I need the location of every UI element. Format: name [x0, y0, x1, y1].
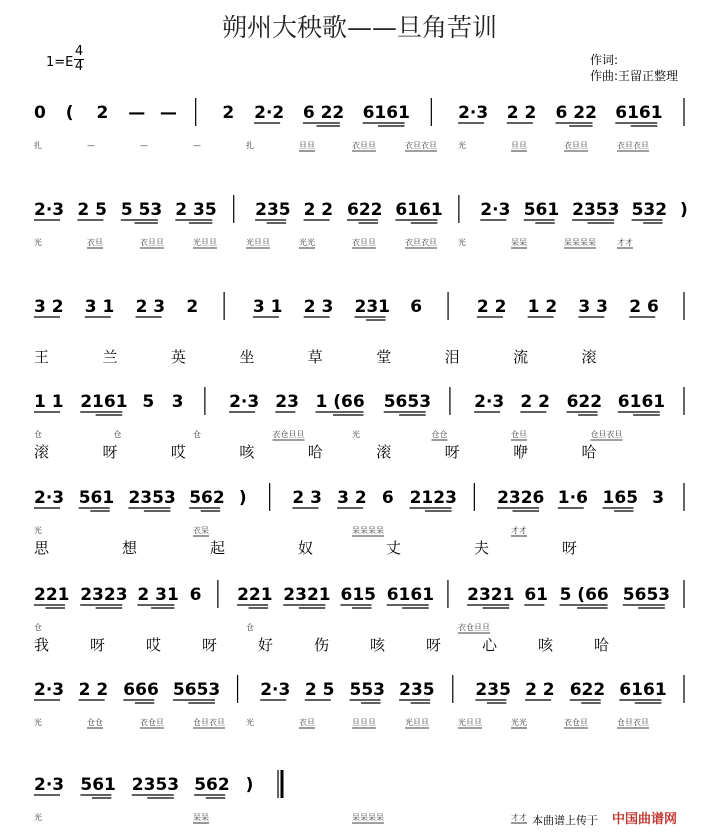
- notation-token: 2·2: [254, 103, 285, 123]
- notation-token: 2353: [131, 775, 180, 795]
- percussion-syllable: 旦旦: [511, 141, 527, 150]
- percussion-syllable: 光旦旦: [458, 718, 482, 727]
- percussion-syllable: 衣仓旦: [564, 718, 588, 727]
- percussion-syllable: 衣仓旦旦: [458, 623, 490, 632]
- percussion-syllable: 光: [34, 238, 42, 247]
- percussion-syllable: 光: [34, 526, 42, 535]
- percussion-syllable: 才才: [511, 526, 527, 535]
- lyric-syllable: 心: [482, 636, 498, 654]
- notation-token: 3: [171, 392, 184, 412]
- notation-token: 6161: [386, 585, 435, 605]
- lyric-syllable: 呀: [202, 636, 218, 654]
- notation-token: 2161: [80, 392, 128, 412]
- lyric-syllable: 好: [258, 636, 274, 654]
- lyric-syllable: 呀: [102, 443, 118, 461]
- notation-token: 231: [354, 297, 390, 317]
- notation-token: 2: [222, 103, 235, 123]
- notation-token: 0: [34, 103, 46, 123]
- percussion-syllable: 仓仓: [87, 718, 103, 727]
- percussion-syllable: 衣旦旦: [352, 238, 376, 247]
- lyric-syllable: 草: [307, 348, 323, 366]
- notation-token: 561: [523, 200, 560, 220]
- notation-token: 2323: [80, 585, 128, 605]
- percussion-syllable: 光: [458, 238, 466, 247]
- lyric-syllable: 哈: [307, 443, 323, 461]
- notation-token: 2: [186, 297, 199, 317]
- notation-token: 5653: [383, 392, 432, 412]
- time-signature-top: 4: [74, 44, 84, 59]
- lyricist-credit: 作词:: [590, 53, 619, 67]
- percussion-syllable: 衣旦: [299, 718, 315, 727]
- percussion-syllable: 光旦旦: [405, 718, 429, 727]
- notation-token: 3 2: [337, 488, 367, 508]
- notation-token: 2 5: [304, 680, 335, 700]
- notation-token: —: [128, 103, 146, 123]
- percussion-syllable: 呆呆: [511, 238, 527, 247]
- notation-token: 2353: [128, 488, 176, 508]
- notation-token: 561: [80, 775, 116, 795]
- percussion-syllable: 光: [246, 718, 254, 727]
- notation-token: 2: [96, 103, 109, 123]
- notation-token: 2·3: [480, 200, 511, 220]
- notation-token: 2 5: [77, 200, 108, 220]
- notation-token: 6: [410, 297, 423, 317]
- key-signature: 1=E: [46, 55, 74, 70]
- lyric-syllable: 哎: [146, 636, 162, 654]
- lyric-syllable: 咳: [370, 636, 386, 654]
- percussion-syllable: 仓旦衣旦: [193, 718, 225, 727]
- notation-token: 6 22: [555, 103, 597, 123]
- notation-token: 622: [569, 680, 606, 700]
- notation-token: 3: [652, 488, 665, 508]
- notation-token: 2 2: [525, 680, 555, 700]
- notation-token: 2·3: [229, 392, 260, 412]
- page-title: 朔州大秧歌——旦角苦训: [221, 13, 497, 42]
- notation-token: 2 2: [303, 200, 334, 220]
- notation-token: ): [680, 200, 688, 220]
- notation-token: 6161: [362, 103, 410, 123]
- notation-token: 2·3: [474, 392, 505, 412]
- percussion-syllable: 才才: [617, 238, 633, 247]
- lyric-syllable: 咳: [538, 636, 554, 654]
- lyric-syllable: 流: [513, 348, 529, 366]
- notation-token: 1·6: [557, 488, 588, 508]
- notation-token: 1 1: [34, 392, 64, 412]
- lyric-syllable: 我: [34, 636, 50, 654]
- notation-token: 3 1: [252, 297, 283, 317]
- lyric-syllable: 兰: [102, 348, 118, 366]
- notation-token: 3 1: [84, 297, 115, 317]
- percussion-syllable: 光: [34, 718, 42, 727]
- percussion-syllable: 仓: [34, 430, 42, 439]
- composer-credit: 作曲:王留正整理: [590, 69, 679, 83]
- notation-token: 6161: [617, 392, 666, 412]
- notation-token: 221: [237, 585, 273, 605]
- percussion-syllable: 衣旦衣旦: [405, 141, 437, 150]
- percussion-syllable: 扎: [34, 141, 42, 150]
- percussion-syllable: 仓: [34, 623, 42, 632]
- lyric-syllable: 坐: [239, 348, 255, 366]
- notation-token: 561: [78, 488, 115, 508]
- percussion-syllable: 仓仓: [431, 430, 448, 439]
- percussion-syllable: 衣旦衣旦: [405, 238, 437, 247]
- upload-note: 本曲谱上传于: [532, 814, 598, 827]
- percussion-syllable: 衣旦旦: [140, 238, 164, 247]
- percussion-syllable: —: [87, 141, 95, 150]
- percussion-syllable: 呆呆呆呆: [352, 526, 384, 535]
- notation-token: 622: [347, 200, 383, 220]
- percussion-syllable: 光: [352, 430, 360, 439]
- notation-token: 532: [631, 200, 668, 220]
- notation-token: 221: [34, 585, 70, 605]
- percussion-syllable: 光: [458, 141, 466, 150]
- lyric-syllable: 伤: [314, 636, 330, 654]
- percussion-syllable: 光光: [511, 718, 527, 727]
- notation-token: 2·3: [34, 680, 65, 700]
- percussion-syllable: 仓: [113, 430, 122, 439]
- percussion-syllable: 旦旦旦: [352, 718, 376, 727]
- notation-token: 6161: [615, 103, 663, 123]
- percussion-syllable: 仓旦衣旦: [617, 718, 649, 727]
- notation-token: 5 53: [120, 200, 163, 220]
- percussion-syllable: 呆呆: [193, 813, 209, 822]
- notation-token: 2 3: [303, 297, 334, 317]
- lyric-syllable: 思: [34, 539, 50, 557]
- notation-token: 61: [524, 585, 549, 605]
- notation-token: 2·3: [34, 775, 65, 795]
- percussion-syllable: 光旦旦: [193, 238, 217, 247]
- percussion-syllable: 才才: [511, 813, 527, 822]
- notation-token: 5653: [622, 585, 671, 605]
- percussion-syllable: 衣呆: [193, 526, 209, 535]
- notation-token: 3 3: [578, 297, 609, 317]
- lyric-syllable: 哈: [594, 636, 610, 654]
- notation-token: 2 2: [520, 392, 550, 412]
- percussion-syllable: 呆呆呆呆: [564, 238, 596, 247]
- notation-token: 2321: [467, 585, 515, 605]
- notation-token: 2 31: [137, 585, 179, 605]
- notation-token: 3 2: [34, 297, 64, 317]
- notation-token: 1 2: [527, 297, 558, 317]
- notation-token: 2321: [283, 585, 331, 605]
- percussion-syllable: 衣旦旦: [564, 141, 588, 150]
- notation-token: 6161: [395, 200, 443, 220]
- notation-token: ): [238, 488, 247, 508]
- notation-token: 6 22: [302, 103, 345, 123]
- lyric-syllable: 呀: [562, 539, 578, 557]
- percussion-syllable: 光旦旦: [246, 238, 270, 247]
- notation-token: 2 3: [135, 297, 166, 317]
- notation-token: (: [65, 103, 74, 123]
- lyric-syllable: 丈: [386, 539, 402, 557]
- notation-token: 615: [340, 585, 376, 605]
- lyric-syllable: 哎: [170, 443, 186, 461]
- notation-token: 6161: [619, 680, 667, 700]
- notation-token: 23: [275, 392, 299, 412]
- percussion-syllable: 仓: [246, 623, 254, 632]
- notation-token: 2 2: [476, 297, 507, 317]
- percussion-syllable: 呆呆呆呆: [352, 813, 384, 822]
- lyric-syllable: 滚: [581, 348, 597, 366]
- lyric-syllable: 堂: [376, 348, 392, 366]
- notation-token: 666: [123, 680, 159, 700]
- percussion-syllable: 衣仓旦旦: [272, 430, 305, 439]
- lyric-syllable: 哈: [581, 443, 597, 461]
- notation-token: 6: [381, 488, 394, 508]
- lyric-syllable: 奴: [298, 539, 314, 557]
- notation-token: —: [159, 103, 177, 123]
- lyric-syllable: 咿: [513, 443, 529, 461]
- site-logo: 中国曲谱网: [612, 812, 678, 827]
- notation-token: 5: [142, 392, 155, 412]
- percussion-syllable: 衣旦: [87, 238, 103, 247]
- percussion-syllable: —: [140, 141, 148, 150]
- percussion-syllable: 旦旦: [299, 141, 315, 150]
- notation-token: 235: [255, 200, 291, 220]
- notation-token: 2 35: [175, 200, 217, 220]
- percussion-syllable: 光光: [299, 238, 315, 247]
- percussion-syllable: 扎: [246, 141, 254, 150]
- notation-token: 562: [194, 775, 230, 795]
- notation-token: 2 2: [78, 680, 109, 700]
- lyric-syllable: 滚: [34, 443, 50, 461]
- lyric-syllable: 呀: [444, 443, 460, 461]
- time-signature-bottom: 4: [74, 59, 84, 74]
- notation-token: 2 3: [292, 488, 322, 508]
- percussion-syllable: 仓旦衣旦: [590, 430, 623, 439]
- percussion-syllable: —: [193, 141, 201, 150]
- percussion-syllable: 光: [34, 813, 42, 822]
- lyric-syllable: 王: [34, 348, 50, 366]
- percussion-syllable: 仓: [193, 430, 201, 439]
- notation-token: 2 2: [506, 103, 537, 123]
- notation-token: 553: [349, 680, 385, 700]
- notation-token: 2·3: [260, 680, 291, 700]
- lyric-syllable: 呀: [90, 636, 106, 654]
- notation-token: 235: [399, 680, 435, 700]
- percussion-syllable: 衣旦衣旦: [617, 141, 649, 150]
- lyric-syllable: 泪: [444, 348, 460, 366]
- lyric-syllable: 夫: [474, 539, 490, 557]
- notation-token: 2·3: [34, 488, 65, 508]
- notation-token: 2·3: [458, 103, 489, 123]
- notation-token: 2·3: [34, 200, 65, 220]
- lyric-syllable: 想: [122, 539, 138, 557]
- notation-token: 2123: [409, 488, 457, 508]
- notation-token: 5 (66: [559, 585, 609, 605]
- lyric-syllable: 咳: [239, 443, 255, 461]
- notation-token: 235: [475, 680, 511, 700]
- lyric-syllable: 滚: [376, 443, 392, 461]
- percussion-syllable: 仓旦: [511, 430, 527, 439]
- lyric-syllable: 起: [210, 539, 226, 557]
- notation-token: 562: [189, 488, 225, 508]
- notation-token: 2326: [497, 488, 545, 508]
- notation-token: 5653: [172, 680, 221, 700]
- notation-token: 6: [189, 585, 202, 605]
- lyric-syllable: 呀: [426, 636, 442, 654]
- notation-token: 2 6: [629, 297, 659, 317]
- notation-token: 165: [602, 488, 639, 508]
- lyric-syllable: 英: [170, 348, 186, 366]
- notation-token: 622: [566, 392, 603, 412]
- percussion-syllable: 衣仓旦: [140, 718, 164, 727]
- notation-token: 1 (66: [315, 392, 365, 412]
- notation-token: 2353: [572, 200, 620, 220]
- percussion-syllable: 衣旦旦: [352, 141, 376, 150]
- notation-token: ): [245, 775, 254, 795]
